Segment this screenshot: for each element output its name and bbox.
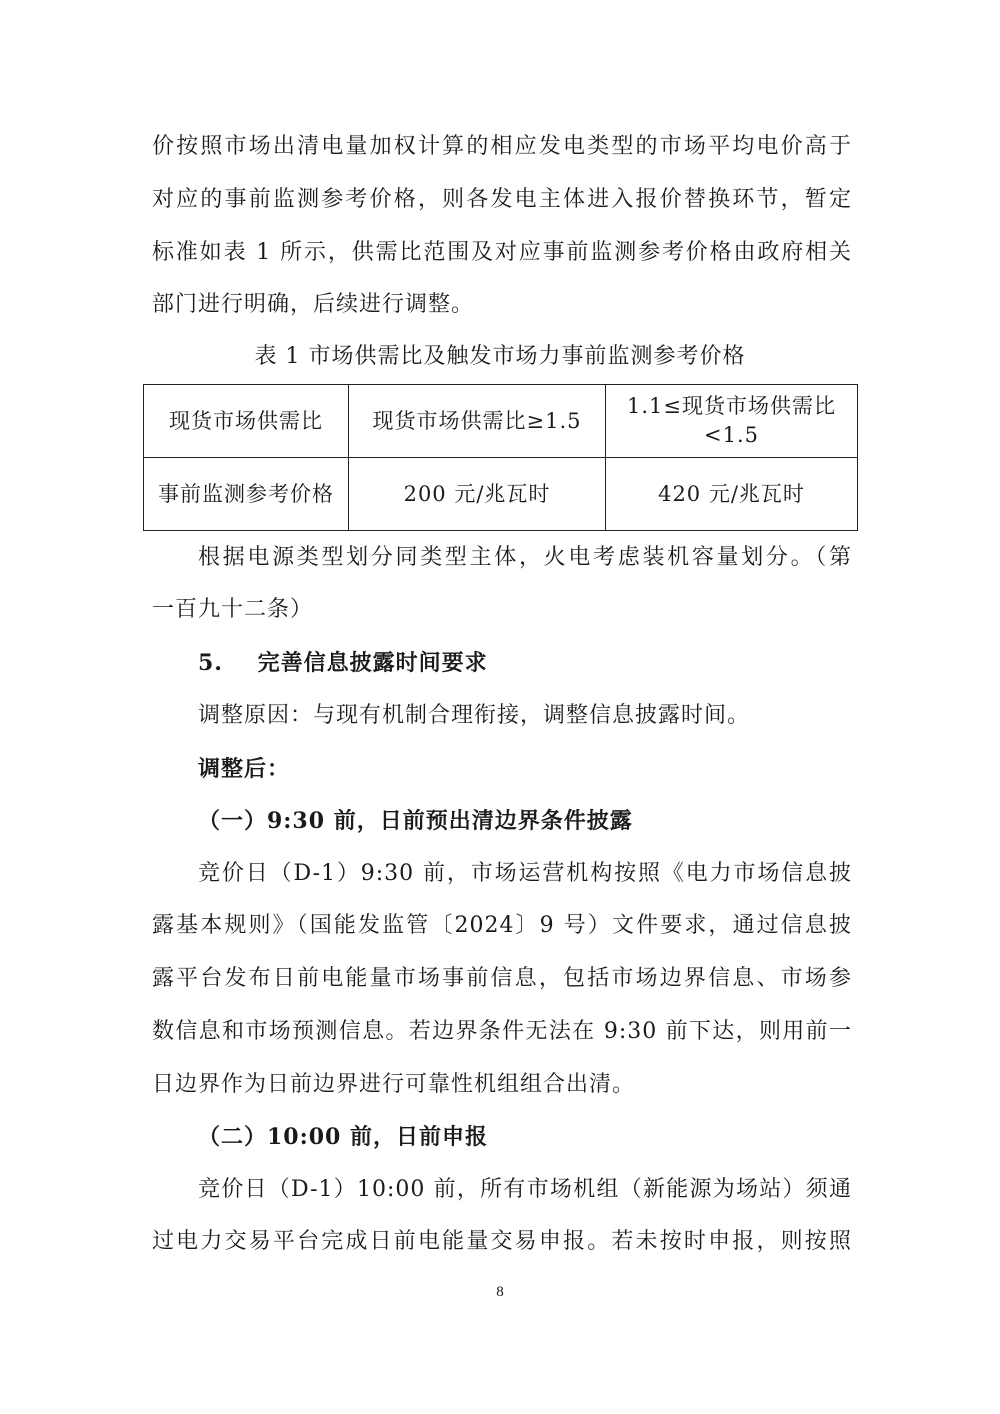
section-heading: 5. 完善信息披露时间要求 <box>198 650 488 676</box>
paragraph-line: 价按照市场出清电量加权计算的相应发电类型的市场平均电价高于 <box>152 134 852 159</box>
paragraph-line: 过电力交易平台完成日前电能量交易申报。若未按时申报，则按照 <box>152 1229 852 1254</box>
subsection-heading: （一）9:30 前，日前预出清边界条件披露 <box>198 808 633 834</box>
table-cell: 1.1≤现货市场供需比<1.5 <box>606 385 858 458</box>
table-cell: 420 元/兆瓦时 <box>606 458 858 531</box>
table-cell: 事前监测参考价格 <box>144 458 349 531</box>
subsection-heading: （二）10:00 前，日前申报 <box>198 1124 489 1150</box>
paragraph-line: 竞价日（D-1）10:00 前，所有市场机组（新能源为场站）须通 <box>198 1177 852 1202</box>
paragraph-line: 标准如表 1 所示，供需比范围及对应事前监测参考价格由政府相关 <box>152 240 852 265</box>
table-cell: 现货市场供需比≥1.5 <box>349 385 606 458</box>
paragraph-line: 部门进行明确，后续进行调整。 <box>152 292 475 317</box>
table-cell: 现货市场供需比 <box>144 385 349 458</box>
paragraph-line: 竞价日（D-1）9:30 前，市场运营机构按照《电力市场信息披 <box>198 861 852 886</box>
paragraph-line: 露基本规则》（国能发监管〔2024〕9 号）文件要求，通过信息披 <box>152 913 852 938</box>
page-number: 8 <box>496 1284 504 1300</box>
table-cell: 200 元/兆瓦时 <box>349 458 606 531</box>
table-caption: 表 1 市场供需比及触发市场力事前监测参考价格 <box>254 344 746 369</box>
table-row <box>144 385 858 458</box>
adjustment-reason: 调整原因：与现有机制合理衔接，调整信息披露时间。 <box>198 703 751 728</box>
paragraph-line: 一百九十二条） <box>152 597 314 622</box>
adjusted-label: 调整后： <box>198 756 291 782</box>
paragraph-line: 根据电源类型划分同类型主体，火电考虑装机容量划分。（第 <box>198 545 852 570</box>
table-row <box>144 458 858 531</box>
paragraph-line: 露平台发布日前电能量市场事前信息，包括市场边界信息、市场参 <box>152 966 852 991</box>
reference-price-table <box>143 384 858 531</box>
paragraph-line: 对应的事前监测参考价格，则各发电主体进入报价替换环节，暂定 <box>152 187 852 212</box>
paragraph-line: 数信息和市场预测信息。若边界条件无法在 9:30 前下达，则用前一 <box>152 1019 852 1044</box>
paragraph-line: 日边界作为日前边界进行可靠性机组组合出清。 <box>152 1072 636 1097</box>
